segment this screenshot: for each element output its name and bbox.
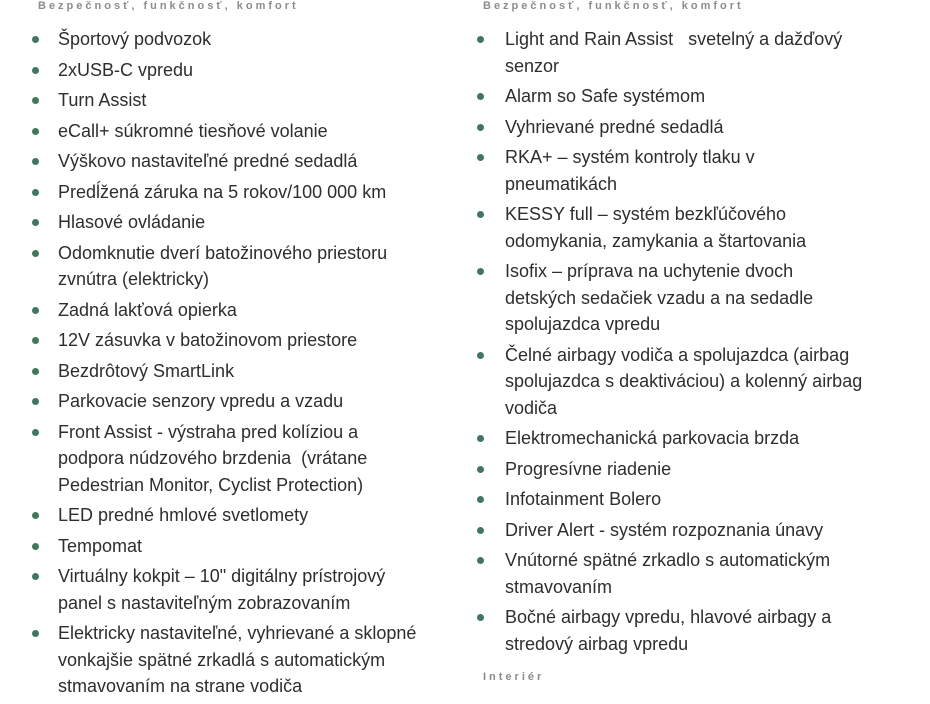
list-item [38,419,423,499]
bullet-icon [477,268,484,275]
list-item [38,57,423,84]
bullet-icon [32,67,39,74]
list-item-label: Bezdrôtový SmartLink [58,360,235,381]
bullet-icon [477,435,484,442]
list-item [38,179,423,206]
bullet-icon [477,557,484,564]
bullet-icon [477,496,484,503]
list-item-label: Športový podvozok [58,29,212,49]
list-item [38,87,423,114]
list-item [483,144,867,197]
list-item [483,604,867,657]
bullet-icon [32,573,39,580]
list-item [38,388,423,415]
list-item-label: Virtuálny kokpit – 10" digitálny prístrojový panel s nastaviteľným zobrazovaním [58,566,391,613]
bullet-icon [477,211,484,218]
list-item [38,240,423,293]
list-item [483,425,867,452]
section-heading-safety-left: Bezpečnosť, funkčnosť, komfort [38,0,299,12]
bullet-icon [32,337,39,344]
list-item-label: 2xUSB-C vpredu [58,59,194,80]
list-item-label: Turn Assist [58,90,147,110]
list-item-label: Front Assist - výstraha pred kolíziou a podpora núdzového brzdenia (vrátane Pedestrian Monitor, Cyclist Protection) [58,421,373,495]
feature-list-left [38,26,423,700]
right-column [483,0,867,684]
list-item-label: 12V zásuvka v batožinovom priestore [58,330,358,350]
list-item [483,26,867,79]
list-item-label: Bočné airbagy vpredu, hlavové airbagy a stredový airbag vpredu [505,607,837,654]
list-item-label: KESSY full – systém bezkľúčového odomykania, zamykania a štartovania [505,204,807,251]
bullet-icon [477,124,484,131]
list-item [483,486,867,513]
bullet-icon [32,189,39,196]
list-item-label: Zadná lakťová opierka [58,299,237,320]
list-item-label: Čelné airbagy vodiča a spolujazdca (airbag spolujazdca s deaktiváciou) a kolenný airbag vodiča [505,344,868,418]
list-item [38,563,423,616]
bullet-icon [32,36,39,43]
list-item-label: eCall+ súkromné tiesňové volanie [58,120,328,141]
list-item-label: Elektricky nastaviteľné, vyhrievané a sklopné vonkajšie spätné zrkadlá s automatickým stmavovaním na strane vodiča [58,623,422,696]
list-item-label: Light and Rain Assist svetelný a dažďový senzor [505,29,848,76]
bullet-icon [477,154,484,161]
bullet-icon [32,97,39,104]
list-item [38,26,423,53]
list-item [38,297,423,324]
bullet-icon [32,158,39,165]
bullet-icon [477,352,484,359]
list-item [38,358,423,385]
list-item [483,342,867,422]
feature-list-right [483,26,867,657]
list-item-label: Výškovo nastaviteľné predné sedadlá [58,151,358,171]
list-item [483,83,867,110]
list-item [483,201,867,254]
left-column [38,0,423,704]
bullet-icon [32,128,39,135]
section-heading-safety-right: Bezpečnosť, funkčnosť, komfort [483,0,744,12]
list-item-label: Progresívne riadenie [505,458,672,479]
list-item [483,456,867,483]
bullet-icon [477,93,484,100]
bullet-icon [477,527,484,534]
bullet-icon [32,307,39,314]
list-item-label: RKA+ – systém kontroly tlaku v pneumatikách [505,147,760,194]
list-item [38,148,423,175]
bullet-icon [477,466,484,473]
list-item-label: Alarm so Safe systémom [505,86,706,106]
list-item [38,209,423,236]
list-item [483,517,867,544]
list-item [38,327,423,354]
list-item-label: Predĺžená záruka na 5 rokov/100 000 km [58,181,387,202]
bullet-icon [32,543,39,550]
list-item-label: Vyhrievané predné sedadlá [505,116,724,137]
list-item [483,547,867,600]
list-item [38,118,423,145]
bullet-icon [477,614,484,621]
section-heading-interior: Interiér [483,671,545,683]
list-item-label: Parkovacie senzory vpredu a vzadu [58,391,344,411]
list-item-label: Vnútorné spätné zrkadlo s automatickým stmavovaním [505,550,836,597]
list-item-label: Hlasové ovládanie [58,212,206,232]
list-item-label: Infotainment Bolero [505,489,662,509]
list-item-label: Elektromechanická parkovacia brzda [505,428,800,448]
list-item-label: Odomknutie dverí batožinového priestoru zvnútra (elektricky) [58,242,393,289]
list-item-label: Tempomat [58,535,143,556]
bullet-icon [32,398,39,405]
bullet-icon [32,512,39,519]
list-item [38,620,423,700]
bullet-icon [32,429,39,436]
list-item [38,502,423,529]
list-item-label: Driver Alert - systém rozpoznania únavy [505,519,824,540]
list-item [483,258,867,338]
list-item-label: LED predné hmlové svetlomety [58,505,309,525]
list-item [38,533,423,560]
bullet-icon [32,219,39,226]
list-item-label: Isofix – príprava na uchytenie dvoch detských sedačiek vzadu a na sedadle spolujazdca vpredu [505,261,819,334]
bullet-icon [32,250,39,257]
list-item [483,114,867,141]
bullet-icon [32,630,39,637]
bullet-icon [477,36,484,43]
bullet-icon [32,368,39,375]
